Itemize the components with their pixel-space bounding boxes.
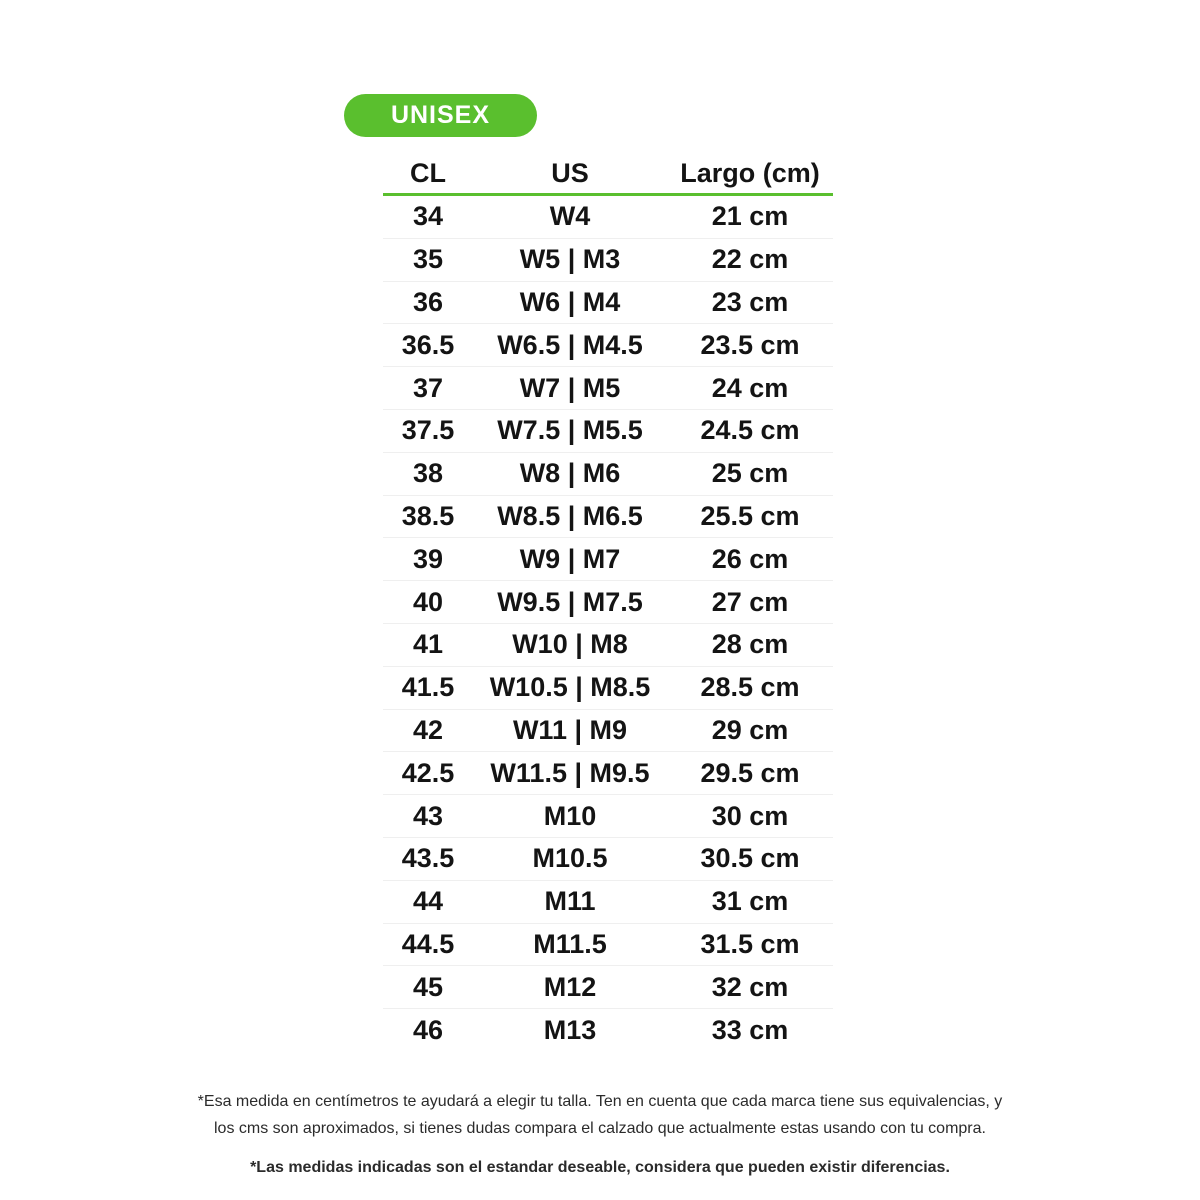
table-cell: 38 [412,458,444,489]
table-cell: W11 | M9 [512,714,628,745]
table-cell: W8 | M6 [519,458,621,489]
table-cell: 21 cm [711,201,789,232]
table-cell: 23 cm [711,286,789,317]
table-row [383,538,833,581]
table-row [383,924,833,967]
table-cell: M10.5 [532,843,608,874]
table-row [383,367,833,410]
table-cell: W10.5 | M8.5 [489,672,651,703]
size-table [383,158,833,1051]
table-cell: 31.5 cm [700,928,800,959]
table-cell: 44 [412,886,444,917]
table-row [383,324,833,367]
table-cell: W8.5 | M6.5 [497,500,643,531]
table-cell: W4 [549,201,591,232]
table-cell: 36.5 [401,329,455,360]
table-row [383,710,833,753]
table-cell: 41 [412,629,444,660]
table-cell: W6 | M4 [519,286,621,317]
table-cell: 24 cm [711,372,789,403]
table-cell: 23.5 cm [700,329,800,360]
table-cell: 25 cm [711,458,789,489]
table-cell: W9.5 | M7.5 [497,586,643,617]
table-cell: 36 [412,286,444,317]
table-row [383,667,833,710]
table-cell: 27 cm [711,586,789,617]
table-cell: 24.5 cm [700,415,800,446]
table-row [383,624,833,667]
table-cell: M11 [544,886,596,917]
table-row [383,838,833,881]
table-cell: W9 | M7 [519,543,621,574]
table-cell: 28 cm [711,629,789,660]
table-cell: 26 cm [711,543,789,574]
table-cell: 40 [412,586,444,617]
table-cell: 38.5 [401,500,455,531]
table-cell: 33 cm [711,1014,789,1045]
table-cell: 42.5 [401,757,455,788]
table-cell: 43.5 [401,843,455,874]
table-cell: M13 [543,1014,597,1045]
footnote-measure-help-line-2: los cms son aproximados, si tienes dudas compara el calzado que actualmente estas usando con tu compra. [214,1120,986,1137]
table-cell: 46 [412,1014,444,1045]
table-cell: 25.5 cm [700,500,800,531]
table-row [383,453,833,496]
table-cell: 32 cm [711,971,789,1002]
table-cell: 28.5 cm [700,672,800,703]
table-cell: 30 cm [711,800,789,831]
table-row [383,496,833,539]
size-table-body [383,196,833,1051]
table-cell: 45 [412,971,444,1002]
unisex-badge: UNISEX [344,94,537,137]
table-cell: W11.5 | M9.5 [490,757,650,788]
table-row [383,410,833,453]
footnote-measure-help-line-1: *Esa medida en centímetros te ayudará a elegir tu talla. Ten en cuenta que cada marca tiene sus equivalencias, y [197,1093,1003,1110]
table-row [383,282,833,325]
table-cell: 37.5 [401,415,455,446]
table-row [383,795,833,838]
table-cell: 29.5 cm [700,757,800,788]
table-cell: W6.5 | M4.5 [497,329,643,360]
table-row [383,196,833,239]
table-row [383,966,833,1009]
table-cell: 41.5 [401,672,455,703]
table-cell: 37 [412,372,444,403]
table-row [383,1009,833,1051]
table-cell: 34 [412,201,444,232]
column-header: US [551,158,589,188]
table-row [383,881,833,924]
table-cell: W7 | M5 [519,372,621,403]
table-cell: 44.5 [401,928,455,959]
footnote-standard-disclaimer: *Las medidas indicadas son el estandar deseable, considera que pueden existir diferencias. [250,1159,950,1176]
footnote-measure-help [190,1088,1010,1142]
table-cell: 35 [412,244,444,275]
size-table-header [383,158,833,196]
table-cell: 29 cm [711,714,789,745]
column-header: Largo (cm) [680,158,820,188]
table-cell: W7.5 | M5.5 [497,415,643,446]
table-row [383,239,833,282]
table-cell: M12 [543,971,597,1002]
table-cell: 42 [412,714,444,745]
table-cell: 43 [412,800,444,831]
table-row [383,581,833,624]
table-cell: W10 | M8 [512,629,628,660]
table-cell: M10 [543,800,597,831]
footnotes [0,1088,1200,1180]
column-header: CL [410,158,446,188]
table-cell: W5 | M3 [519,244,621,275]
table-cell: 22 cm [711,244,789,275]
table-row [383,752,833,795]
table-cell: 30.5 cm [700,843,800,874]
table-cell: 31 cm [711,886,789,917]
table-cell: M11.5 [533,928,607,959]
table-cell: 39 [412,543,444,574]
